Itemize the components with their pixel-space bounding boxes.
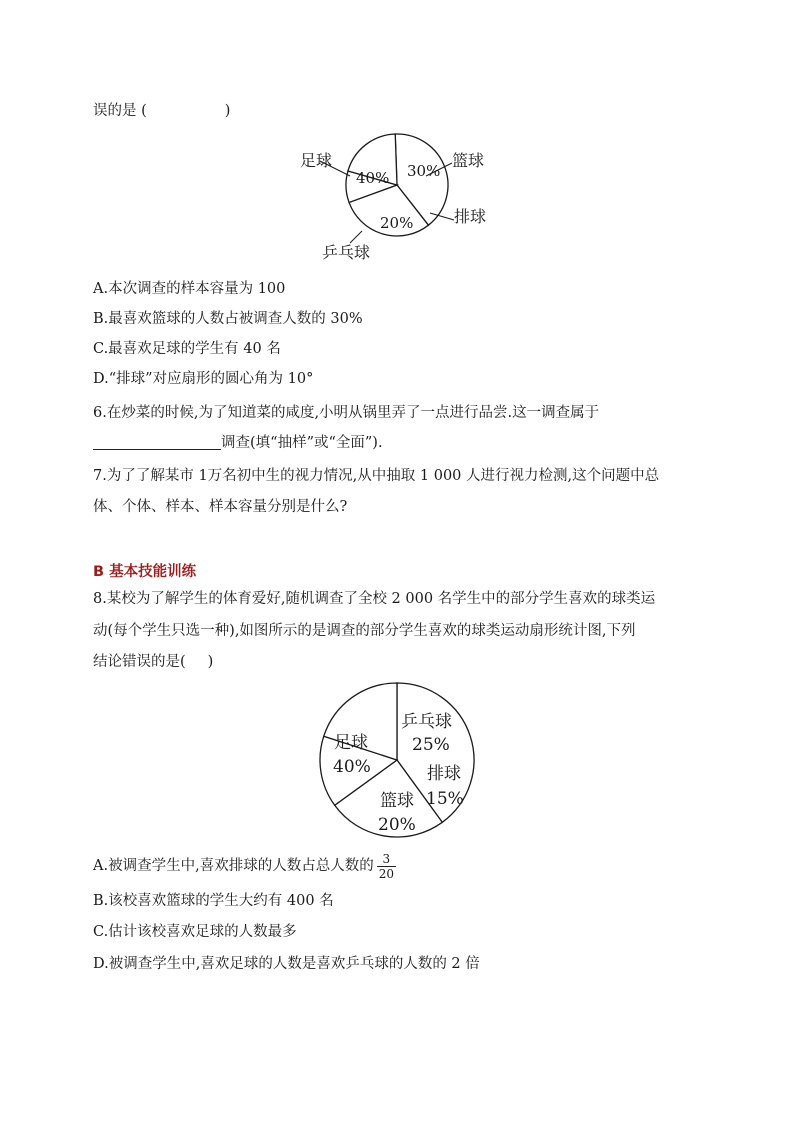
q5-option-b: B.最喜欢篮球的人数占被调查人数的 30%: [93, 311, 363, 327]
pie2-label-football: 40%: [333, 757, 371, 777]
q7-line2: 体、个体、样本、样本容量分别是什么?: [93, 499, 348, 515]
q8-line3: [93, 652, 213, 672]
fraction-numerator: 3: [377, 852, 396, 867]
pie1-cat-pingpong: 乒乓球: [322, 243, 371, 262]
pie2-cat-volleyball: 排球: [427, 764, 461, 784]
pie1-label-pingpong: 20%: [380, 214, 414, 232]
q8-option-b: B.该校喜欢篮球的学生大约有 400 名: [93, 893, 334, 909]
pie1-label-basketball: 30%: [407, 162, 441, 180]
pie1-cat-basketball: 篮球: [452, 151, 485, 170]
pie2-cat-basketball: 篮球: [380, 791, 414, 811]
q8-option-a-text: A.被调查学生中,喜欢排球的人数占总人数的: [93, 858, 374, 874]
q5-option-d: D.“排球”对应扇形的圆心角为 10°: [93, 371, 314, 387]
q8-line1: 8.某校为了解学生的体育爱好,随机调查了全校 2 000 名学生中的部分学生喜欢的球类运: [93, 591, 656, 607]
q5-option-a: A.本次调查的样本容量为 100: [93, 281, 286, 297]
pie2-cat-football: 足球: [334, 733, 368, 753]
fraction-denominator: 20: [378, 866, 394, 881]
pie1-cat-volleyball: 排球: [454, 207, 487, 226]
q7-line1: 7.为了了解某市 1万名初中生的视力情况,从中抽取 1 000 人进行视力检测,这个问题中总: [93, 468, 660, 484]
q6-line2: [93, 433, 383, 453]
pie1-leader-pingpong: [350, 231, 362, 243]
pie2-cat-pingpong: 乒乓球: [401, 712, 452, 732]
q8-option-d: D.被调查学生中,喜欢足球的人数是喜欢乒乓球的人数的 2 倍: [93, 956, 480, 972]
q5-stem-tail: [93, 101, 230, 121]
section-b-heading: B 基本技能训练: [93, 564, 197, 580]
q5-paren-close: ): [224, 103, 231, 119]
fraction: [377, 852, 396, 881]
pie2-label-pingpong: 25%: [412, 735, 450, 755]
q5-paren-open: (: [141, 103, 147, 119]
q8-line2: 动(每个学生只选一种),如图所示的是调查的部分学生喜欢的球类运动扇形统计图,下列: [93, 623, 636, 639]
q5-stem-text: 误的是: [93, 103, 137, 119]
q6-line1: 6.在炒菜的时候,为了知道菜的咸度,小明从锅里弄了一点进行品尝.这一调查属于: [93, 405, 600, 421]
q8-option-c: C.估计该校喜欢足球的人数最多: [93, 924, 297, 940]
pie1-cat-football: 足球: [300, 151, 333, 170]
q5-option-c: C.最喜欢足球的学生有 40 名: [93, 341, 281, 357]
pie-chart-1: [290, 128, 530, 268]
q8-line3-text: 结论错误的是(: [93, 654, 186, 670]
pie1-label-football: 40%: [356, 169, 390, 187]
pie2-label-basketball: 20%: [378, 815, 416, 835]
q6-line2-text: 调查(填“抽样”或“全面”).: [221, 435, 383, 451]
pie2-label-volleyball: 15%: [426, 789, 464, 809]
q8-paren-close: ): [207, 654, 214, 670]
q6-answer-blank[interactable]: [93, 433, 221, 450]
pie-chart-2: [315, 678, 485, 843]
q8-option-a: [93, 848, 396, 884]
